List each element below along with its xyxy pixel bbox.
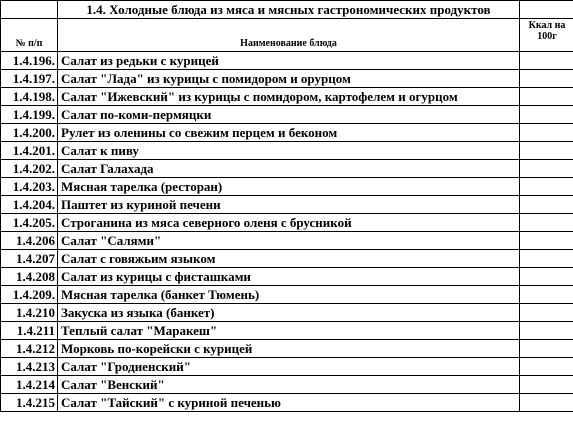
row-number-cell[interactable]: 1.4.212 [1, 340, 58, 358]
title-blank-cell-right[interactable] [520, 1, 573, 19]
dish-name-cell[interactable]: Мясная тарелка (банкет Тюмень) [58, 286, 520, 304]
row-number-cell[interactable]: 1.4.208 [1, 268, 58, 286]
row-number-cell[interactable]: 1.4.215 [1, 394, 58, 412]
row-number-cell[interactable]: 1.4.205. [1, 214, 58, 232]
dish-name-cell[interactable]: Мясная тарелка (ресторан) [58, 178, 520, 196]
dish-name-cell[interactable]: Паштет из куриной печени [58, 196, 520, 214]
table-row [1, 232, 573, 250]
row-number-cell[interactable]: 1.4.206 [1, 232, 58, 250]
table-body [1, 52, 573, 412]
table-row [1, 106, 573, 124]
table-row [1, 304, 573, 322]
row-number-cell[interactable]: 1.4.202. [1, 160, 58, 178]
kcal-cell[interactable] [520, 124, 573, 142]
table-row [1, 124, 573, 142]
table-row [1, 376, 573, 394]
kcal-cell[interactable] [520, 52, 573, 70]
table-row [1, 268, 573, 286]
table-row [1, 88, 573, 106]
header-name[interactable]: Наименование блюда [58, 19, 520, 52]
header-num[interactable]: № п/п [1, 19, 58, 52]
row-number-cell[interactable]: 1.4.197. [1, 70, 58, 88]
kcal-cell[interactable] [520, 178, 573, 196]
dish-name-cell[interactable]: Закуска из языка (банкет) [58, 304, 520, 322]
kcal-cell[interactable] [520, 88, 573, 106]
dish-name-cell[interactable]: Морковь по-корейски с курицей [58, 340, 520, 358]
dish-name-cell[interactable]: Салат "Венский" [58, 376, 520, 394]
table-row [1, 286, 573, 304]
row-number-cell[interactable]: 1.4.210 [1, 304, 58, 322]
row-number-cell[interactable]: 1.4.214 [1, 376, 58, 394]
kcal-cell[interactable] [520, 376, 573, 394]
table-row [1, 322, 573, 340]
row-number-cell[interactable]: 1.4.211 [1, 322, 58, 340]
row-number-cell[interactable]: 1.4.201. [1, 142, 58, 160]
kcal-cell[interactable] [520, 268, 573, 286]
kcal-cell[interactable] [520, 304, 573, 322]
table-row [1, 196, 573, 214]
kcal-cell[interactable] [520, 232, 573, 250]
table-row [1, 250, 573, 268]
row-number-cell[interactable]: 1.4.204. [1, 196, 58, 214]
dish-name-cell[interactable]: Теплый салат "Маракеш" [58, 322, 520, 340]
kcal-cell[interactable] [520, 322, 573, 340]
header-kcal-line2: 100г [537, 31, 557, 42]
title-blank-cell[interactable] [1, 1, 58, 19]
kcal-cell[interactable] [520, 250, 573, 268]
table-row [1, 52, 573, 70]
title-row [1, 1, 573, 19]
kcal-cell[interactable] [520, 106, 573, 124]
table-row [1, 214, 573, 232]
dish-name-cell[interactable]: Салат из курицы с фисташками [58, 268, 520, 286]
table-row [1, 340, 573, 358]
row-number-cell[interactable]: 1.4.207 [1, 250, 58, 268]
dish-name-cell[interactable]: Салат "Тайский" с куриной печенью [58, 394, 520, 412]
header-kcal-line1: Ккал на [528, 20, 566, 31]
dish-name-cell[interactable]: Салат "Салями" [58, 232, 520, 250]
kcal-cell[interactable] [520, 70, 573, 88]
table-row [1, 394, 573, 412]
kcal-cell[interactable] [520, 340, 573, 358]
dish-name-cell[interactable]: Салат с говяжьим языком [58, 250, 520, 268]
dish-name-cell[interactable]: Салат из редьки с курицей [58, 52, 520, 70]
dish-name-cell[interactable]: Салат Галахада [58, 160, 520, 178]
kcal-cell[interactable] [520, 214, 573, 232]
header-kcal[interactable] [520, 19, 573, 52]
row-number-cell[interactable]: 1.4.199. [1, 106, 58, 124]
kcal-cell[interactable] [520, 394, 573, 412]
row-number-cell[interactable]: 1.4.203. [1, 178, 58, 196]
table-row [1, 70, 573, 88]
dish-name-cell[interactable]: Салат "Гродненский" [58, 358, 520, 376]
kcal-cell[interactable] [520, 196, 573, 214]
header-row [1, 19, 573, 52]
dish-name-cell[interactable]: Салат "Лада" из курицы с помидором и орурцом [58, 70, 520, 88]
kcal-cell[interactable] [520, 358, 573, 376]
section-title[interactable]: 1.4. Холодные блюда из мяса и мясных гастрономических продуктов [58, 1, 520, 19]
dish-name-cell[interactable]: Строганина из мяса северного оленя с брусникой [58, 214, 520, 232]
dish-name-cell[interactable]: Салат по-коми-пермяцки [58, 106, 520, 124]
dish-name-cell[interactable]: Салат "Ижевский" из курицы с помидором, картофелем и огурцом [58, 88, 520, 106]
row-number-cell[interactable]: 1.4.198. [1, 88, 58, 106]
row-number-cell[interactable]: 1.4.200. [1, 124, 58, 142]
kcal-cell[interactable] [520, 142, 573, 160]
dish-name-cell[interactable]: Салат к пиву [58, 142, 520, 160]
row-number-cell[interactable]: 1.4.209. [1, 286, 58, 304]
row-number-cell[interactable]: 1.4.213 [1, 358, 58, 376]
table-row [1, 358, 573, 376]
dish-name-cell[interactable]: Рулет из оленины со свежим перцем и беконом [58, 124, 520, 142]
table-row [1, 160, 573, 178]
row-number-cell[interactable]: 1.4.196. [1, 52, 58, 70]
kcal-cell[interactable] [520, 160, 573, 178]
table-row [1, 178, 573, 196]
table-row [1, 142, 573, 160]
kcal-cell[interactable] [520, 286, 573, 304]
